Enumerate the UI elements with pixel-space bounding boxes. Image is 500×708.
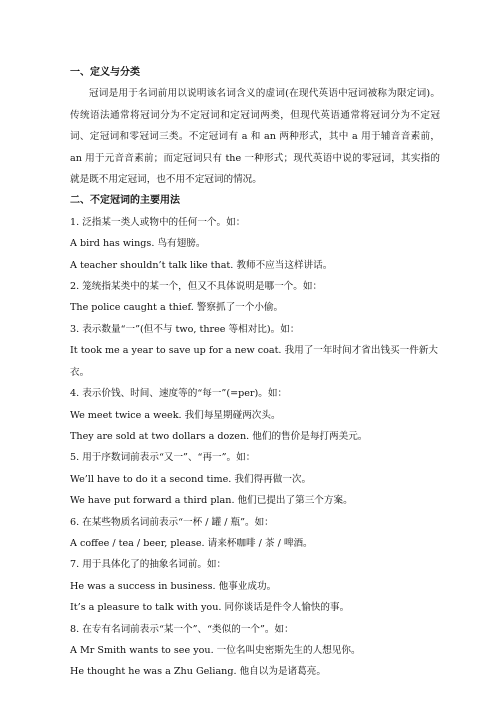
example-line: It took me a year to save up for a new coat. 我用了一年时间才省出钱买一件新大衣。 <box>70 345 439 378</box>
definition-paragraph: 冠词是用于名词前用以说明该名词含义的虚词(在现代英语中冠词被称为限定词)。传统语法通常将冠词分为不定冠词和定冠词两类，但现代英语通常将冠词分为不定冠词、定冠词和零冠词三类。不定冠词有 a 和 an 两种形式，其中 a 用于辅音音素前，an 用于元音音素前；而定冠词只有 the 一种形式；现代英语中说的零冠词，其实指的就是既不用定冠词，也不用不定冠词的情况。 <box>70 88 440 186</box>
example-line: The police caught a thief. 警察抓了一个小偷。 <box>70 302 284 314</box>
usage-5-title: 5. 用于序数词前表示“又一”、“再一”。如： <box>70 452 256 464</box>
section-heading-indefinite-article: 二、不定冠词的主要用法 <box>70 195 180 207</box>
usage-3-title: 3. 表示数量“一”(但不与 two, three 等相对比)。如： <box>70 323 300 335</box>
usage-7-title: 7. 用于具体化了的抽象名词前。如： <box>70 559 227 571</box>
example-line: A Mr Smith wants to see you. 一位名叫史密斯先生的人想见你。 <box>70 644 361 656</box>
usage-1-title: 1. 泛指某一类人或物中的任何一个。如： <box>70 216 246 228</box>
example-line: He thought he was a Zhu Geliang. 他自以为是诸葛亮。 <box>70 666 326 678</box>
example-line: We’ll have to do it a second time. 我们得再做一次。 <box>70 473 312 485</box>
example-line: A coffee / tea / beer, please. 请来杯咖啡 / 茶 / 啤酒。 <box>70 537 313 549</box>
example-line: He was a success in business. 他事业成功。 <box>70 580 277 592</box>
example-line: A teacher shouldn’t talk like that. 教师不应当这样讲话。 <box>70 259 333 271</box>
section-heading-definition: 一、定义与分类 <box>70 67 140 78</box>
example-line: We meet twice a week. 我们每星期碰两次头。 <box>70 409 281 421</box>
example-line: It’s a pleasure to talk with you. 同你谈话是件令人愉快的事。 <box>70 602 350 614</box>
usage-6-title: 6. 在某些物质名词前表示“一杯 / 罐 / 瓶”。如： <box>70 516 274 528</box>
example-line: They are sold at two dollars a dozen. 他们的售价是每打两美元。 <box>70 430 368 442</box>
document-page <box>70 62 440 683</box>
example-line: We have put forward a third plan. 他们已提出了第三个方案。 <box>70 495 353 507</box>
usage-8-title: 8. 在专有名词前表示“某一个”、“类似的一个”。如： <box>70 623 294 635</box>
usage-4-title: 4. 表示价钱、时间、速度等的“每一”(=per)。如： <box>70 388 288 400</box>
usage-2-title: 2. 笼统指某类中的某一个，但又不具体说明是哪一个。如： <box>70 281 323 293</box>
example-line: A bird has wings. 鸟有翅膀。 <box>70 238 206 250</box>
